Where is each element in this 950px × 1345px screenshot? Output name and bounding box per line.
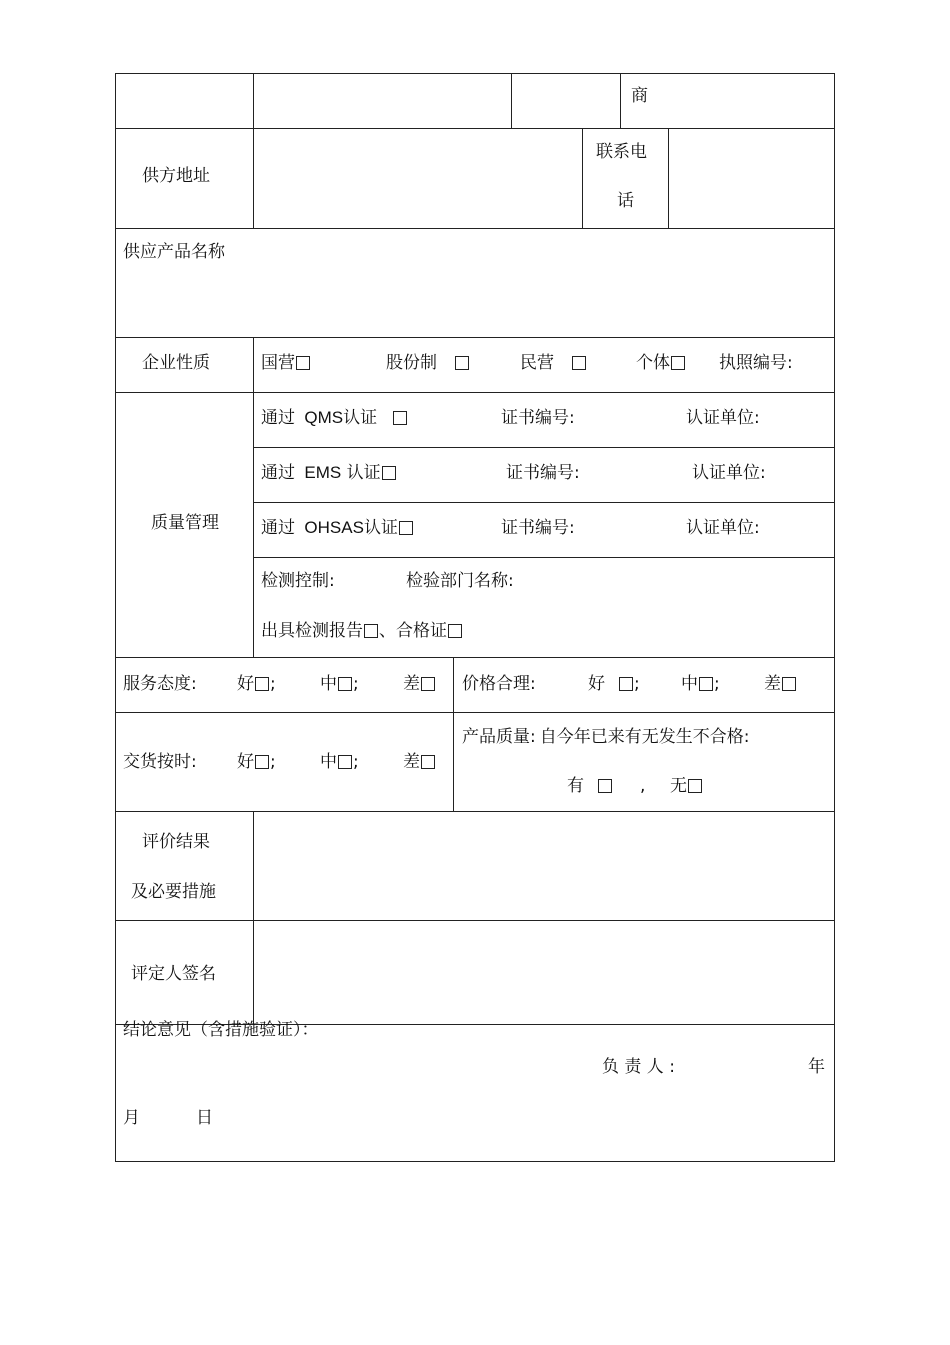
- checkbox[interactable]: [619, 677, 633, 691]
- cert-text: 认证: [346, 463, 381, 483]
- checkbox[interactable]: [296, 356, 310, 370]
- option-private: [520, 353, 587, 373]
- option-state-owned: [261, 353, 311, 373]
- ohsas-unit-label: 认证单位:: [686, 518, 760, 538]
- checkbox[interactable]: [255, 755, 269, 769]
- table-border: [834, 73, 835, 1162]
- question-text: 自今年已来有无发生不合格:: [539, 727, 750, 747]
- separator: ;: [714, 674, 720, 694]
- service-label: 服务态度:: [123, 674, 197, 694]
- comma: ,: [640, 776, 646, 796]
- separator: ;: [353, 674, 359, 694]
- cert-text: 认证: [363, 518, 398, 538]
- owner-label: 负 责 人 :: [602, 1057, 675, 1077]
- checkbox[interactable]: [699, 677, 713, 691]
- row-divider: [115, 228, 835, 229]
- option-shareholding: [386, 353, 470, 373]
- product-quality-no: [670, 776, 703, 796]
- checkbox[interactable]: [338, 755, 352, 769]
- row-divider: [115, 392, 835, 393]
- option-label: 民营: [520, 353, 554, 373]
- table-border: [115, 1161, 835, 1162]
- delivery-good: [237, 752, 276, 772]
- separator: ;: [634, 674, 640, 694]
- checkbox[interactable]: [782, 677, 796, 691]
- option-label: 中: [320, 752, 337, 772]
- option-label: 股份制: [386, 353, 437, 373]
- checkbox[interactable]: [421, 677, 435, 691]
- phone-label-line2: 话: [617, 191, 634, 211]
- price-good: [588, 674, 640, 694]
- checkbox[interactable]: [671, 356, 685, 370]
- row-divider: [115, 712, 835, 713]
- column-divider: [582, 128, 583, 228]
- delivery-label: 交货按时:: [123, 752, 197, 772]
- pass-text: 通过: [261, 463, 295, 483]
- cert-text: 认证: [343, 408, 378, 428]
- column-divider: [253, 73, 254, 229]
- row-divider: [115, 657, 835, 658]
- checkbox[interactable]: [421, 755, 435, 769]
- checkbox[interactable]: [598, 779, 612, 793]
- option-label: 差: [403, 674, 420, 694]
- separator: ;: [270, 674, 276, 694]
- row-divider: [115, 920, 835, 921]
- report-text: 出具检测报告: [261, 621, 363, 641]
- row-divider: [253, 557, 835, 558]
- qms-unit-label: 认证单位:: [686, 408, 760, 428]
- day-label: 日: [196, 1108, 213, 1128]
- separator: ;: [353, 752, 359, 772]
- checkbox[interactable]: [455, 356, 469, 370]
- system-name: QMS: [304, 408, 344, 427]
- quality-label: 质量管理: [151, 513, 219, 533]
- option-label: 有: [567, 776, 584, 796]
- column-divider: [453, 657, 454, 811]
- checkbox[interactable]: [338, 677, 352, 691]
- ohsas-cert: [261, 518, 414, 538]
- evaluation-label-line2: 及必要措施: [131, 882, 216, 902]
- option-label: 中: [681, 674, 698, 694]
- delivery-mid: [320, 752, 359, 772]
- ems-unit-label: 认证单位:: [692, 463, 766, 483]
- row-divider: [115, 128, 835, 129]
- qms-cert-no-label: 证书编号:: [501, 408, 575, 428]
- option-label: 差: [403, 752, 420, 772]
- system-name: EMS: [304, 463, 342, 482]
- separator: ;: [270, 752, 276, 772]
- service-bad: [403, 674, 436, 694]
- table-border: [115, 73, 116, 1162]
- year-label: 年: [808, 1057, 825, 1077]
- address-label: 供方地址: [142, 166, 210, 186]
- checkbox[interactable]: [399, 521, 413, 535]
- price-bad: [764, 674, 797, 694]
- certificate-text: 、合格证: [379, 621, 447, 641]
- qms-cert: [261, 408, 408, 428]
- option-label: 个体: [636, 353, 670, 373]
- price-mid: [681, 674, 720, 694]
- option-label: 无: [670, 776, 687, 796]
- checkbox[interactable]: [382, 466, 396, 480]
- column-divider: [668, 128, 669, 228]
- inspection-dept-label: 检验部门名称:: [406, 571, 514, 591]
- row-divider: [115, 337, 835, 338]
- delivery-bad: [403, 752, 436, 772]
- checkbox[interactable]: [688, 779, 702, 793]
- nature-label: 企业性质: [142, 353, 210, 373]
- inspection-report: [261, 621, 463, 641]
- evaluation-label-line1: 评价结果: [142, 832, 210, 852]
- option-label: 好: [237, 674, 254, 694]
- price-label: 价格合理:: [462, 674, 536, 694]
- inspection-label: 检测控制:: [261, 571, 335, 591]
- checkbox[interactable]: [572, 356, 586, 370]
- column-divider: [511, 73, 512, 128]
- checkbox[interactable]: [393, 411, 407, 425]
- table-border: [115, 73, 835, 74]
- product-quality-label: 产品质量:: [462, 727, 536, 747]
- system-name: OHSAS: [304, 518, 364, 537]
- option-label: 好: [588, 674, 605, 694]
- option-label: 好: [237, 752, 254, 772]
- option-label: 国营: [261, 353, 295, 373]
- product-name-label: 供应产品名称: [123, 242, 225, 262]
- ems-cert-no-label: 证书编号:: [506, 463, 580, 483]
- checkbox[interactable]: [364, 624, 378, 638]
- ohsas-cert-no-label: 证书编号:: [501, 518, 575, 538]
- checkbox[interactable]: [255, 677, 269, 691]
- month-label: 月: [123, 1108, 140, 1128]
- column-divider: [253, 811, 254, 1024]
- column-divider: [620, 73, 621, 128]
- row-divider: [115, 811, 835, 812]
- pass-text: 通过: [261, 518, 295, 538]
- ems-cert: [261, 463, 397, 483]
- service-mid: [320, 674, 359, 694]
- option-label: 中: [320, 674, 337, 694]
- product-quality-yes: [567, 776, 613, 796]
- option-label: 差: [764, 674, 781, 694]
- service-good: [237, 674, 276, 694]
- row-divider: [253, 447, 835, 448]
- signature-label: 评定人签名: [131, 964, 216, 984]
- column-divider: [253, 337, 254, 657]
- product-quality-question: [462, 727, 749, 747]
- conclusion-label: 结论意见（含措施验证）：: [123, 1020, 319, 1040]
- pass-text: 通过: [261, 408, 295, 428]
- supplier-label: 商: [631, 86, 648, 106]
- checkbox[interactable]: [448, 624, 462, 638]
- row-divider: [253, 502, 835, 503]
- option-individual: [636, 353, 686, 373]
- license-label: 执照编号:: [719, 353, 793, 373]
- phone-label-line1: 联系电: [596, 142, 647, 162]
